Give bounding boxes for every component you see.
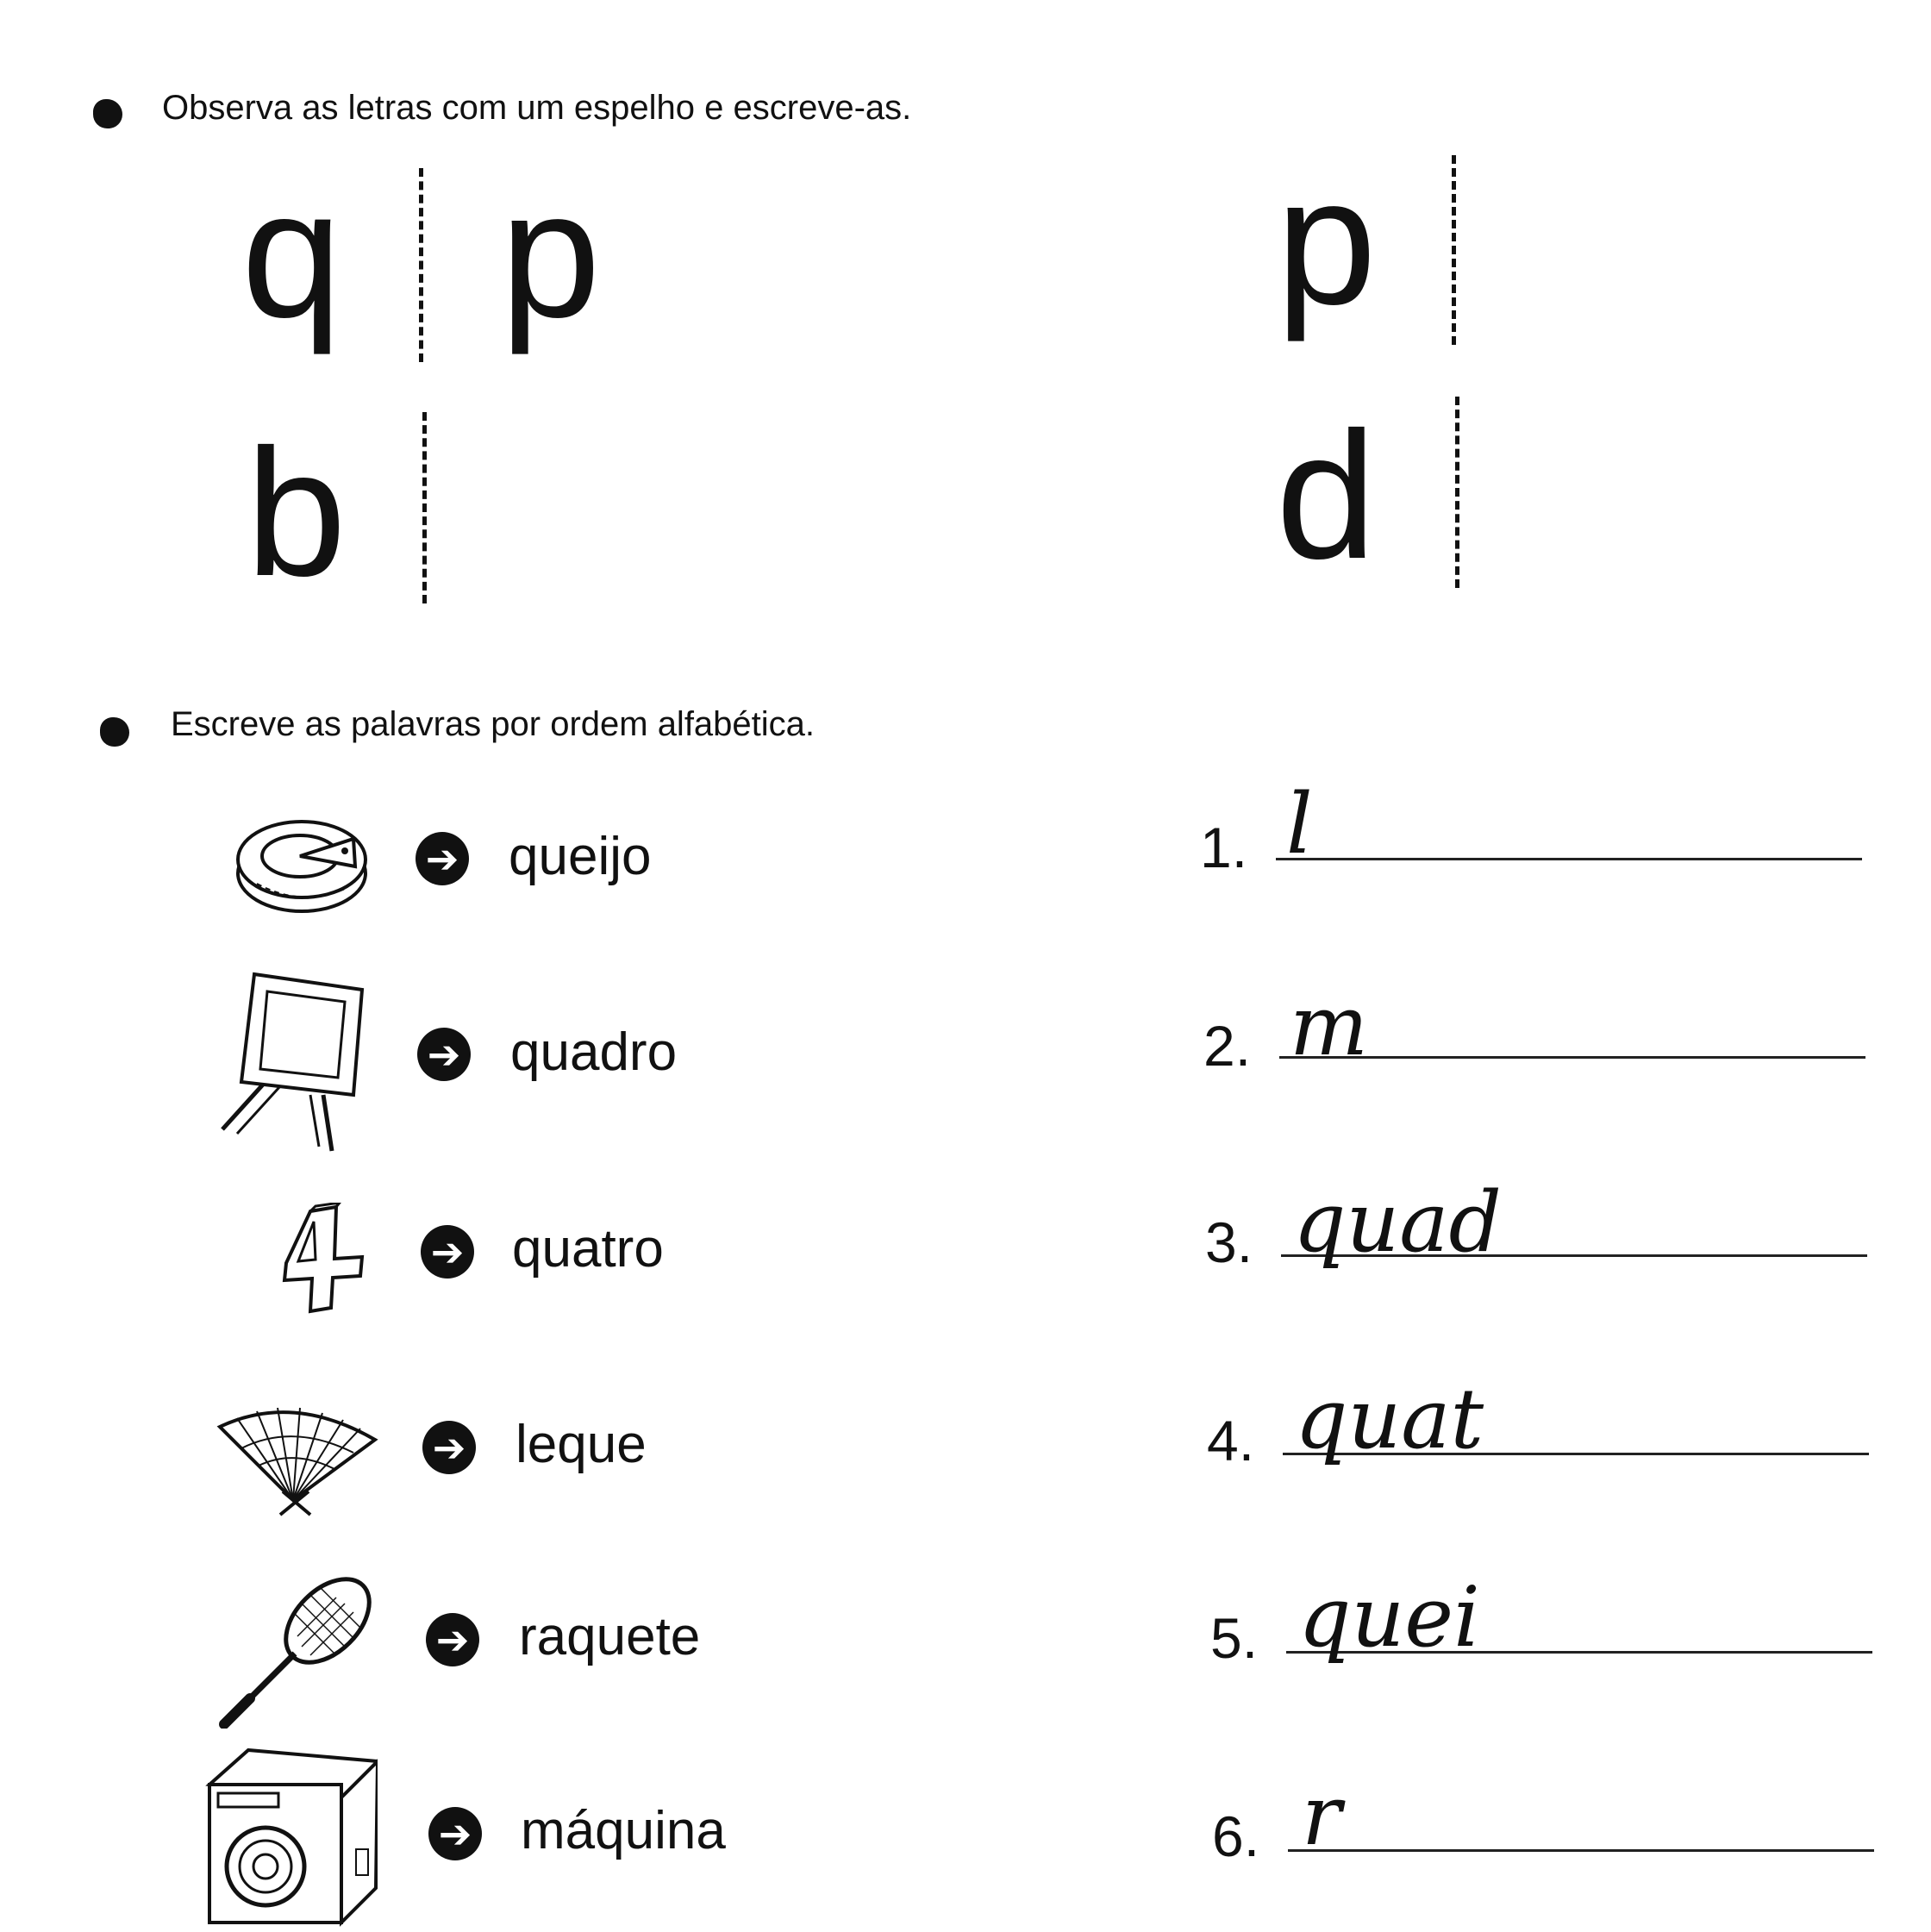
arrow-icon: ➔ xyxy=(422,1421,476,1474)
handwritten-answer: quad xyxy=(1293,1174,1502,1271)
letter-answer-area[interactable] xyxy=(1469,397,1728,588)
mirror-divider xyxy=(419,168,423,362)
mirror-divider xyxy=(1455,397,1459,588)
word-label: quatro xyxy=(512,1219,664,1279)
letter-original: p xyxy=(1276,140,1377,342)
cheese-icon xyxy=(233,806,375,922)
racket-icon xyxy=(216,1569,379,1729)
arrow-icon: ➔ xyxy=(421,1225,474,1279)
bullet-icon xyxy=(93,99,122,128)
mirror-divider xyxy=(1452,155,1456,345)
letter-written-answer[interactable]: p xyxy=(500,153,601,355)
washing-machine-icon xyxy=(205,1746,378,1927)
answer-number: 1. xyxy=(1200,816,1248,879)
number-four-icon xyxy=(276,1203,371,1315)
letter-answer-area[interactable] xyxy=(1465,155,1724,345)
word-label: queijo xyxy=(509,827,652,886)
handwritten-answer: m xyxy=(1290,978,1369,1074)
handwritten-answer: r xyxy=(1302,1767,1341,1864)
answer-number: 6. xyxy=(1212,1804,1260,1868)
easel-icon xyxy=(216,966,371,1155)
answer-line[interactable] xyxy=(1288,1849,1874,1852)
handwritten-answer: quat xyxy=(1295,1371,1484,1467)
fan-icon xyxy=(216,1401,379,1517)
answer-line[interactable] xyxy=(1276,858,1862,860)
answer-number: 4. xyxy=(1207,1409,1255,1472)
arrow-icon: ➔ xyxy=(416,832,469,885)
letter-original: q xyxy=(241,153,342,355)
letter-answer-area[interactable] xyxy=(436,412,695,603)
letter-original: d xyxy=(1276,394,1377,597)
word-label: máquina xyxy=(521,1801,726,1860)
handwritten-answer: l xyxy=(1286,776,1313,872)
word-label: leque xyxy=(516,1415,647,1474)
arrow-icon: ➔ xyxy=(417,1028,471,1081)
answer-number: 3. xyxy=(1205,1210,1253,1274)
exercise1-instruction: Observa as letras com um espelho e escreve-as. xyxy=(162,89,912,127)
arrow-icon: ➔ xyxy=(428,1807,482,1860)
letter-original: b xyxy=(246,411,347,614)
answer-number: 5. xyxy=(1210,1606,1259,1670)
handwritten-answer: quei xyxy=(1298,1569,1480,1666)
mirror-divider xyxy=(422,412,427,603)
word-label: quadro xyxy=(510,1022,678,1082)
answer-number: 2. xyxy=(1203,1014,1252,1078)
word-label: raquete xyxy=(519,1607,701,1666)
bullet-icon xyxy=(100,717,129,747)
arrow-icon: ➔ xyxy=(426,1613,479,1666)
exercise2-instruction: Escreve as palavras por ordem alfabética. xyxy=(171,705,816,743)
